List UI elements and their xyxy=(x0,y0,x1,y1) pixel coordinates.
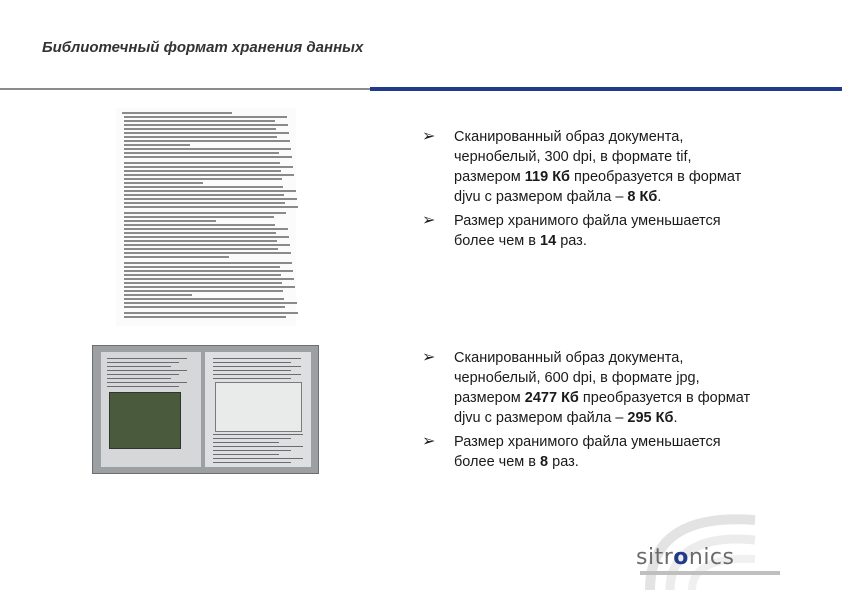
scan-text-line xyxy=(124,244,290,246)
scan-text-line xyxy=(124,240,277,242)
bullet-line: Сканированный образ документа, xyxy=(454,350,684,366)
spread-right-page xyxy=(205,352,311,467)
scan-text-line xyxy=(124,120,275,122)
scan-text-line xyxy=(124,290,283,292)
bullet-line: Размер хранимого файла уменьшается xyxy=(454,213,721,229)
bullet-list-top xyxy=(422,127,802,255)
header-accent-bar xyxy=(370,87,842,91)
scan-text-line xyxy=(124,306,285,308)
scan-text-line xyxy=(124,266,280,268)
logo-tagline-bar xyxy=(640,571,780,575)
scan-text-line xyxy=(124,216,274,218)
bullet-list-bottom xyxy=(422,348,802,476)
slide-title: Библиотечный формат хранения данных xyxy=(42,39,364,56)
scan-text-line xyxy=(213,446,303,447)
scan-text-line xyxy=(213,358,301,359)
scan-text-line xyxy=(124,178,282,180)
scan-text-line xyxy=(124,256,229,258)
scan-text-line xyxy=(107,386,179,387)
scan-text-line xyxy=(124,286,295,288)
arrow-bullet-icon: ➢ xyxy=(422,431,436,450)
scan-text-line xyxy=(124,270,293,272)
scan-text-line xyxy=(124,278,294,280)
scan-text-line xyxy=(213,438,291,439)
arrow-bullet-icon: ➢ xyxy=(422,126,436,145)
scan-text-line xyxy=(213,370,291,371)
scan-text-line xyxy=(124,262,292,264)
scan-text-line xyxy=(107,358,187,359)
scan-text-line xyxy=(213,458,303,459)
scan-text-line xyxy=(213,374,301,375)
scan-text-line xyxy=(124,194,284,196)
screenshot-thumb xyxy=(215,382,302,432)
scanned-spread-image xyxy=(92,345,319,474)
scan-text-line xyxy=(213,366,301,367)
bullet-line: более чем в 14 раз. xyxy=(454,233,587,249)
scan-text-line xyxy=(124,212,286,214)
company-logo: sitronics xyxy=(636,545,735,570)
arrow-bullet-icon: ➢ xyxy=(422,347,436,366)
bullet-line: чернобелый, 300 dpi, в формате tif, xyxy=(454,149,692,165)
scan-text-line xyxy=(124,156,292,158)
scanned-document-image xyxy=(116,108,296,326)
scan-text-line xyxy=(124,282,282,284)
bullet-item xyxy=(422,127,802,207)
bullet-line: размером 2477 Кб преобразуется в формат xyxy=(454,390,751,406)
bullet-line: djvu с размером файла – 295 Кб. xyxy=(454,410,678,426)
scan-text-line xyxy=(124,198,297,200)
scan-text-line xyxy=(124,162,280,164)
scan-text-line xyxy=(124,128,276,130)
scan-text-line xyxy=(124,302,297,304)
scan-text-line xyxy=(124,144,190,146)
spread-left-page xyxy=(101,352,201,467)
bullet-line: более чем в 8 раз. xyxy=(454,454,579,470)
scan-text-line xyxy=(213,454,279,455)
scan-text-line xyxy=(124,136,277,138)
scan-text-line xyxy=(213,362,291,363)
scan-text-line xyxy=(124,206,298,208)
scan-text-line xyxy=(124,170,281,172)
scan-text-line xyxy=(124,312,298,314)
scan-text-line xyxy=(124,316,286,318)
arrow-bullet-icon: ➢ xyxy=(422,210,436,229)
bullet-item xyxy=(422,348,802,428)
scan-text-line xyxy=(107,366,171,367)
scan-text-line xyxy=(107,362,179,363)
bullet-line: Размер хранимого файла уменьшается xyxy=(454,434,721,450)
scan-text-line xyxy=(107,382,187,383)
scan-text-line xyxy=(124,182,203,184)
bullet-line: размером 119 Кб преобразуется в формат xyxy=(454,169,742,185)
bullet-item xyxy=(422,432,802,472)
bullet-line: Сканированный образ документа, xyxy=(454,129,684,145)
scan-text-line xyxy=(124,274,281,276)
scan-text-line xyxy=(124,186,283,188)
scan-text-line xyxy=(124,232,276,234)
scan-text-line xyxy=(124,166,293,168)
scan-text-line xyxy=(213,434,303,435)
bullet-line: djvu с размером файла – 8 Кб. xyxy=(454,189,662,205)
scan-text-line xyxy=(124,174,294,176)
scan-text-line xyxy=(213,450,291,451)
scan-text-line xyxy=(124,202,285,204)
scan-text-line xyxy=(124,140,290,142)
scan-text-line xyxy=(107,370,187,371)
scan-text-line xyxy=(124,116,287,118)
bullet-line: чернобелый, 600 dpi, в формате jpg, xyxy=(454,370,700,386)
scan-text-line xyxy=(124,132,289,134)
scan-text-line xyxy=(107,378,171,379)
scan-text-line xyxy=(124,224,275,226)
scan-text-line xyxy=(122,112,232,114)
scan-text-line xyxy=(124,220,216,222)
scan-text-line xyxy=(124,294,192,296)
scan-text-line xyxy=(107,374,179,375)
scan-text-line xyxy=(124,298,284,300)
scan-text-line xyxy=(124,190,296,192)
scan-text-line xyxy=(213,378,291,379)
scan-text-line xyxy=(213,462,291,463)
scan-text-line xyxy=(124,228,288,230)
scan-text-line xyxy=(124,248,278,250)
scan-text-line xyxy=(124,124,288,126)
scan-text-line xyxy=(213,442,279,443)
scan-text-line xyxy=(124,252,291,254)
screenshot-thumb xyxy=(109,392,181,449)
scan-text-line xyxy=(124,152,279,154)
bullet-item xyxy=(422,211,802,251)
scan-text-line xyxy=(124,236,289,238)
scan-text-line xyxy=(124,148,291,150)
